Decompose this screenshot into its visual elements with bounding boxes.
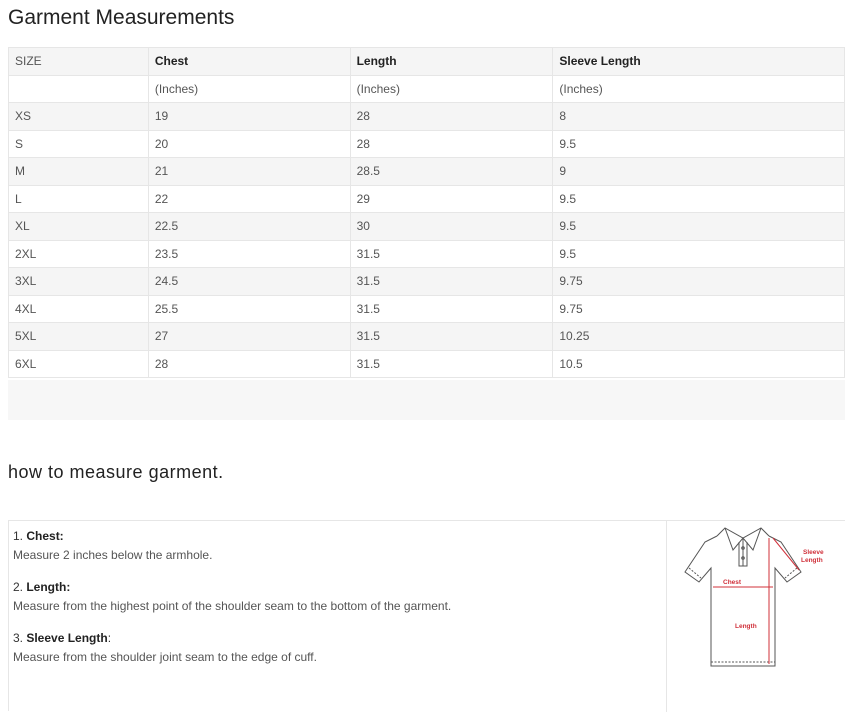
measure-item-label: Sleeve Length	[26, 631, 108, 645]
size-cell: M	[9, 158, 149, 186]
table-footer-band	[8, 380, 845, 420]
header-size: SIZE	[9, 48, 149, 76]
table-row	[9, 323, 845, 351]
size-cell: 5XL	[9, 323, 149, 351]
table-row	[9, 350, 845, 378]
sleeve-length-cell: 9.75	[553, 268, 845, 296]
size-cell: 6XL	[9, 350, 149, 378]
sleeve-length-cell: 9.75	[553, 295, 845, 323]
measure-item-suffix: :	[107, 631, 112, 645]
measure-item-label: Length:	[26, 580, 71, 594]
length-cell: 28	[350, 130, 553, 158]
polo-shirt-icon	[667, 520, 845, 712]
table-row	[9, 158, 845, 186]
size-cell: 3XL	[9, 268, 149, 296]
chest-cell: 24.5	[148, 268, 350, 296]
table-row	[9, 268, 845, 296]
units-cell: (Inches)	[350, 75, 553, 103]
chest-cell: 25.5	[148, 295, 350, 323]
chest-cell: 23.5	[148, 240, 350, 268]
chest-cell: 28	[148, 350, 350, 378]
sleeve-label-line2: Length	[801, 557, 823, 564]
table-row	[9, 213, 845, 241]
measurement-lines	[713, 538, 799, 664]
polo-shirt-diagram	[666, 520, 845, 712]
measure-item-description: Measure from the highest point of the shoulder seam to the bottom of the garment.	[13, 599, 452, 613]
chest-cell: 22.5	[148, 213, 350, 241]
measure-item-number: 1.	[13, 529, 27, 543]
size-cell: XL	[9, 213, 149, 241]
table-row	[9, 130, 845, 158]
units-cell: (Inches)	[148, 75, 350, 103]
measure-item-number: 3.	[13, 631, 27, 645]
size-cell: L	[9, 185, 149, 213]
length-label: Length	[735, 623, 757, 630]
measure-item-heading	[13, 578, 663, 597]
header-length: Length	[350, 48, 553, 76]
sleeve-length-cell: 9.5	[553, 185, 845, 213]
size-cell: 4XL	[9, 295, 149, 323]
measure-item-description: Measure from the shoulder joint seam to the edge of cuff.	[13, 650, 317, 664]
units-cell	[9, 75, 149, 103]
measure-instructions	[13, 527, 663, 680]
length-cell: 30	[350, 213, 553, 241]
sleeve-length-cell: 8	[553, 103, 845, 131]
length-cell: 31.5	[350, 268, 553, 296]
measure-item-description: Measure 2 inches below the armhole.	[13, 548, 213, 562]
sleeve-length-cell: 9.5	[553, 130, 845, 158]
length-cell: 29	[350, 185, 553, 213]
sleeve-length-cell: 9	[553, 158, 845, 186]
page-title: Garment Measurements	[8, 6, 235, 29]
sleeve-length-cell: 10.5	[553, 350, 845, 378]
measure-instructions-box	[8, 520, 845, 711]
size-chart-body	[9, 75, 845, 378]
sleeve-length-cell: 9.5	[553, 213, 845, 241]
table-row	[9, 295, 845, 323]
header-sleeve-length: Sleeve Length	[553, 48, 845, 76]
measure-item-chest	[13, 527, 663, 565]
size-chart-table	[8, 47, 845, 378]
length-cell: 28	[350, 103, 553, 131]
chest-cell: 22	[148, 185, 350, 213]
size-cell: S	[9, 130, 149, 158]
how-to-measure-title: how to measure garment.	[8, 462, 224, 482]
measure-item-sleeve-length	[13, 629, 663, 667]
measure-item-label: Chest:	[26, 529, 64, 543]
chest-cell: 27	[148, 323, 350, 351]
chest-cell: 20	[148, 130, 350, 158]
measure-item-heading	[13, 629, 663, 648]
header-row	[9, 48, 845, 76]
chest-cell: 19	[148, 103, 350, 131]
measure-item-number: 2.	[13, 580, 27, 594]
measure-item-length	[13, 578, 663, 616]
chest-label: Chest	[723, 579, 742, 586]
length-cell: 28.5	[350, 158, 553, 186]
size-chart-header	[9, 48, 845, 76]
sleeve-length-cell: 10.25	[553, 323, 845, 351]
length-cell: 31.5	[350, 240, 553, 268]
size-cell: XS	[9, 103, 149, 131]
sleeve-length-cell: 9.5	[553, 240, 845, 268]
length-cell: 31.5	[350, 295, 553, 323]
length-cell: 31.5	[350, 350, 553, 378]
table-row	[9, 103, 845, 131]
table-row	[9, 240, 845, 268]
measure-item-heading	[13, 527, 663, 546]
units-row	[9, 75, 845, 103]
size-cell: 2XL	[9, 240, 149, 268]
table-row	[9, 185, 845, 213]
chest-cell: 21	[148, 158, 350, 186]
units-cell: (Inches)	[553, 75, 845, 103]
header-chest: Chest	[148, 48, 350, 76]
length-cell: 31.5	[350, 323, 553, 351]
sleeve-label-line1: Sleeve	[803, 549, 824, 556]
